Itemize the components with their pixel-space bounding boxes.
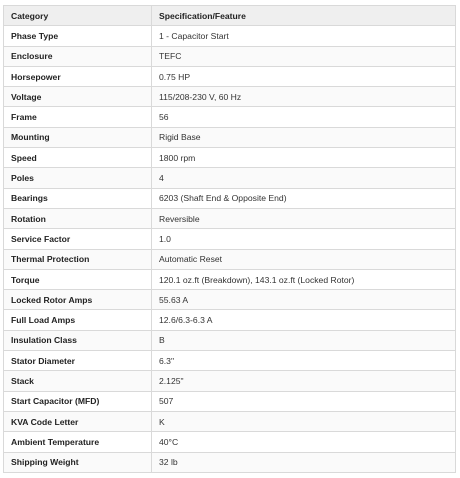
row-category: Start Capacitor (MFD) xyxy=(4,391,152,411)
row-category: Service Factor xyxy=(4,229,152,249)
table-row xyxy=(4,371,456,391)
row-value: 1 - Capacitor Start xyxy=(152,26,456,46)
row-value: 6203 (Shaft End & Opposite End) xyxy=(152,188,456,208)
row-value: 40°C xyxy=(152,432,456,452)
row-value: 507 xyxy=(152,391,456,411)
row-category: Voltage xyxy=(4,87,152,107)
row-category: Thermal Protection xyxy=(4,249,152,269)
table-row xyxy=(4,66,456,86)
row-category: Phase Type xyxy=(4,26,152,46)
table-row xyxy=(4,87,456,107)
row-category: Stack xyxy=(4,371,152,391)
row-value: 120.1 oz.ft (Breakdown), 143.1 oz.ft (Locked Rotor) xyxy=(152,269,456,289)
table-row xyxy=(4,26,456,46)
row-category: Full Load Amps xyxy=(4,310,152,330)
row-category: Torque xyxy=(4,269,152,289)
table-row xyxy=(4,310,456,330)
row-category: Poles xyxy=(4,168,152,188)
table-row xyxy=(4,432,456,452)
table-row xyxy=(4,391,456,411)
row-category: Mounting xyxy=(4,127,152,147)
table-row xyxy=(4,452,456,472)
row-value: 12.6/6.3-6.3 A xyxy=(152,310,456,330)
row-category: Horsepower xyxy=(4,66,152,86)
spec-table xyxy=(3,5,456,473)
row-value: 1.0 xyxy=(152,229,456,249)
row-category: KVA Code Letter xyxy=(4,411,152,431)
header-specification: Specification/Feature xyxy=(152,6,456,26)
row-category: Stator Diameter xyxy=(4,351,152,371)
row-value: Reversible xyxy=(152,208,456,228)
row-value: Rigid Base xyxy=(152,127,456,147)
table-row xyxy=(4,411,456,431)
row-value: 0.75 HP xyxy=(152,66,456,86)
table-row xyxy=(4,168,456,188)
row-category: Locked Rotor Amps xyxy=(4,290,152,310)
table-row xyxy=(4,107,456,127)
table-row xyxy=(4,249,456,269)
table-row xyxy=(4,148,456,168)
row-category: Frame xyxy=(4,107,152,127)
table-header xyxy=(4,6,456,26)
table-row xyxy=(4,46,456,66)
row-value: Automatic Reset xyxy=(152,249,456,269)
table-row xyxy=(4,188,456,208)
row-category: Ambient Temperature xyxy=(4,432,152,452)
row-value: 1800 rpm xyxy=(152,148,456,168)
row-value: 6.3" xyxy=(152,351,456,371)
table-body xyxy=(4,26,456,473)
table-row xyxy=(4,351,456,371)
row-value: 32 lb xyxy=(152,452,456,472)
header-category: Category xyxy=(4,6,152,26)
row-value: 115/208-230 V, 60 Hz xyxy=(152,87,456,107)
row-category: Speed xyxy=(4,148,152,168)
row-value: B xyxy=(152,330,456,350)
header-row xyxy=(4,6,456,26)
row-category: Rotation xyxy=(4,208,152,228)
table-row xyxy=(4,269,456,289)
table-row xyxy=(4,290,456,310)
table-row xyxy=(4,208,456,228)
row-category: Enclosure xyxy=(4,46,152,66)
row-category: Insulation Class xyxy=(4,330,152,350)
spec-table-container xyxy=(3,5,455,473)
row-value: TEFC xyxy=(152,46,456,66)
row-value: K xyxy=(152,411,456,431)
row-value: 4 xyxy=(152,168,456,188)
table-row xyxy=(4,229,456,249)
row-value: 2.125" xyxy=(152,371,456,391)
row-category: Shipping Weight xyxy=(4,452,152,472)
table-row xyxy=(4,127,456,147)
row-value: 55.63 A xyxy=(152,290,456,310)
row-value: 56 xyxy=(152,107,456,127)
table-row xyxy=(4,330,456,350)
row-category: Bearings xyxy=(4,188,152,208)
